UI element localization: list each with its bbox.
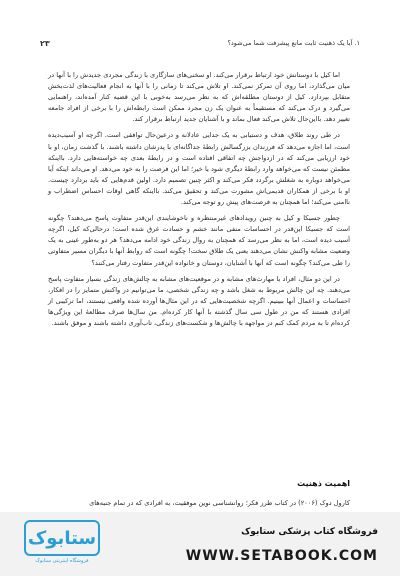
section-heading: اهمیت ذهنیت bbox=[297, 479, 350, 488]
paragraph: در این دو مثال، افراد با مهارت‌های مشابه و در موقعیت‌های مشابه به چالش‌های زندگی بسیار متفاوت پاسخ می‌دهند. چه این چالش مربوط به شغل باشد و چه زندگی شخصی، ما می‌توانیم در واکنش متمایز را در افکار، احساسات و اعمال آنها ببینیم. اگرچه شخصیت‌هایی که در این مثال‌ها آورده شده واقعی نیستند، اما ترکیبی از افرادی هستند که من در طول سی سال گذشته با آنها کار کرده‌ام. من سال‌ها صرف مطالعهٔ این ویژگی‌ها کرده‌ام تا به مردم کمک کنم در مواجهه با چالش‌ها و شکست‌های زندگی، تاب‌آوری داشته باشند و موفق باشند. bbox=[48, 274, 350, 327]
paragraph: چطور جسیکا و کیل به چنین رویدادهای غیرمنتظره و ناخوشایندی این‌قدر متفاوت پاسخ می‌دهند؟ چگونه است که جسیکا این‌قدر در احساسات منفی مانند خشم و حسادت غرق شده است؛ درحالی‌که کیل، اگرچه آسیب دیده است، اما به نظر می‌رسد که همچنان به روال زندگی خود ادامه می‌دهد؟ هر دو به‌طور عینی به یک وضعیت مشابه واکنش نشان می‌دهند یعنی یک طلاق سخت! چگونه است که روابط آنها با دیگران مسیر متفاوتی را طی می‌کند؟ چگونه است که آنها با آشنایان، دوستان و خانواده این‌قدر متفاوت رفتار می‌کنند؟ bbox=[48, 214, 350, 267]
paragraph: در طی روند طلاق، هدف و دستیابی به یک جدایی عادلانه و درعین‌حال توافقی است. اگرچه او آسیب‌دیده است، اما اجازه می‌دهد که فرزندان بزرگسالش رابطهٔ جداگانه‌ای با پدرشان داشته باشند. با گذشت زمان، او با خود ارزیابی می‌کند که در ازدواجش چه اتفاقی افتاده است و در رابطهٔ بعدی چه خواسته‌هایی دارد. بااینکه مطمئن نیست که می‌خواهد وارد رابطهٔ دیگری شود یا خیر؛ اما این فرصت را به خود می‌دهد. او می‌داند اینکه آیا می‌خواهد دوباره به شغلش برگردد فکر می‌کند و اکثر چنین تصمیم دارد. اولین قدم‌هایی که باید بردارد چیست. او با برخی از همکاران قدیمی‌اش مشورت می‌کند و تحقیق می‌کند. بااینکه گاهی اوقات احساس اضطراب و ناامنی می‌کند؛ اما همچنان به فرصت‌های پیش رو توجه می‌کند. bbox=[48, 131, 350, 207]
setabook-logo bbox=[24, 520, 100, 566]
body-text bbox=[48, 70, 350, 334]
running-head bbox=[40, 36, 360, 50]
logo-tagline: فروشگاه اینترنتی ستابوک bbox=[35, 558, 89, 564]
shop-name: فروشگاه کتاب پزشکی ستابوک bbox=[241, 527, 378, 537]
chapter-title: ۱. آیا یک ذهنیت ثابت مانع پیشرفت شما می‌شود؟ bbox=[227, 39, 360, 47]
paragraph: اما کیل با دوستانش خود ارتباط برقرار می‌کند. او سخنی‌های سازگاری با زندگی مجردی جدیدش را با آنها در میان می‌گذارد، اما روی آن تمرکز نمی‌کند. او تلاش می‌کند تا زمانی را با آنها به انجام فعالیت‌های لذت‌بخش متقابل بپردازد. کیل از دوستان مطلقه‌اش که به نظر می‌رسد به‌خوبی با این قضیه کنار آمده‌اند، راهنمایی می‌گیرد و درک می‌کند که مستقیماً به عنوان یک زن مجرد ممکن است رابطه‌اش را با برخی از افراد جامعه تغییر دهد. بااین‌حال تلاش می‌کند فعال بماند و با آشنایان جدید ارتباط برقرار کند. bbox=[48, 71, 350, 124]
logo-badge bbox=[24, 520, 100, 556]
logo-wordmark: ستابوک bbox=[27, 527, 97, 549]
website-url[interactable]: WWW.SETABOOK.COM bbox=[185, 548, 378, 564]
page-number: ۲۳ bbox=[40, 38, 50, 48]
paragraph-continued: کارول دوک (۲۰۰۶) در کتاب طرز فکر؛ روانشناسی نوین موفقیت، به افرادی که در تمام جنبه‌های bbox=[89, 499, 350, 507]
